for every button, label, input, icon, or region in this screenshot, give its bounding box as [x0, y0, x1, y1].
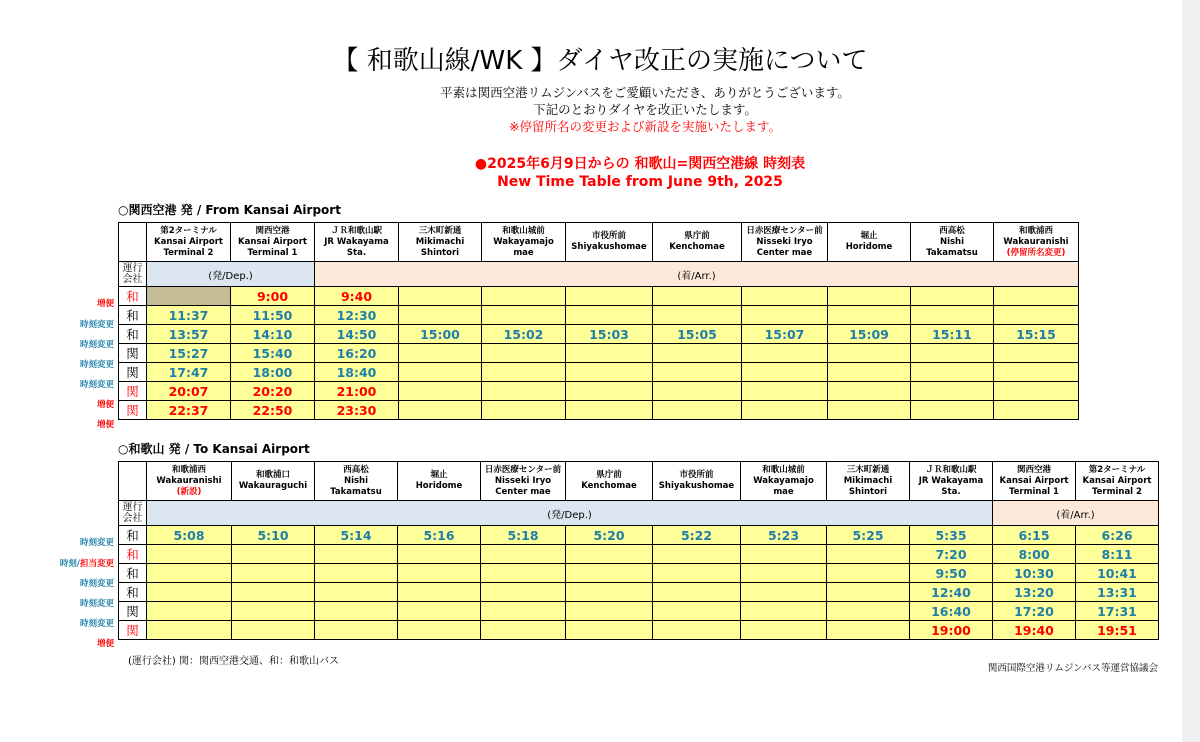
- time-cell: 5:35: [910, 526, 993, 545]
- time-cell: [147, 564, 232, 583]
- row-label: 時刻変更: [79, 360, 114, 370]
- time-cell: 14:10: [231, 325, 315, 344]
- time-cell: 5:16: [398, 526, 481, 545]
- stop-header: 日赤医療センター前 Nisseki Iryo Center mae: [481, 462, 566, 501]
- stop-header: 関西空港 Kansai Airport Terminal 1: [993, 462, 1076, 501]
- time-cell: [653, 602, 741, 621]
- time-cell: [653, 401, 742, 420]
- time-cell: [653, 287, 742, 306]
- stop-header: 県庁前 Kenchomae: [653, 223, 742, 262]
- time-cell: [232, 583, 315, 602]
- time-cell: 22:50: [231, 401, 315, 420]
- time-cell: [994, 363, 1079, 382]
- time-cell: [481, 602, 566, 621]
- stop-header: 第2ターミナル Kansai Airport Terminal 2: [1076, 462, 1159, 501]
- time-cell: 22:37: [147, 401, 231, 420]
- time-cell: 14:50: [315, 325, 399, 344]
- operator-cell: 関: [119, 401, 147, 420]
- time-cell: [566, 287, 653, 306]
- stop-header: 第2ターミナル Kansai Airport Terminal 2: [147, 223, 231, 262]
- time-cell: 15:27: [147, 344, 231, 363]
- time-cell: 18:00: [231, 363, 315, 382]
- time-cell: [481, 564, 566, 583]
- time-cell: [994, 287, 1079, 306]
- page-title: 【 和歌山線/WK 】ダイヤ改正の実施について: [332, 46, 868, 76]
- time-cell: [566, 306, 653, 325]
- time-cell: 8:11: [1076, 545, 1159, 564]
- time-cell: [399, 306, 482, 325]
- time-cell-empty: [147, 287, 231, 306]
- time-cell: 11:37: [147, 306, 231, 325]
- time-cell: 17:31: [1076, 602, 1159, 621]
- time-cell: 7:20: [910, 545, 993, 564]
- time-cell: [315, 602, 398, 621]
- time-cell: [566, 363, 653, 382]
- table-row: [119, 545, 1159, 564]
- time-cell: [398, 564, 481, 583]
- timetable-to-airport: [118, 461, 1159, 640]
- time-cell: [828, 401, 911, 420]
- time-cell: 11:50: [231, 306, 315, 325]
- time-cell: [482, 344, 566, 363]
- time-cell: 15:15: [994, 325, 1079, 344]
- time-cell: [147, 583, 232, 602]
- stop-header: 和歌浦口 Wakauraguchi: [232, 462, 315, 501]
- time-cell: [315, 545, 398, 564]
- time-cell: 19:00: [910, 621, 993, 640]
- section-title-to-airport: ○和歌山 発 / To Kansai Airport: [118, 442, 310, 456]
- arrival-label: (着/Arr.): [315, 262, 1079, 287]
- time-cell: 6:15: [993, 526, 1076, 545]
- time-cell: 5:18: [481, 526, 566, 545]
- row-label: 時刻変更: [79, 380, 114, 390]
- time-cell: 9:50: [910, 564, 993, 583]
- row-label: 時刻変更: [79, 340, 114, 350]
- time-cell: [232, 621, 315, 640]
- time-cell: 13:31: [1076, 583, 1159, 602]
- timetable-from-airport: [118, 222, 1079, 420]
- time-cell: [398, 583, 481, 602]
- time-cell: [566, 583, 653, 602]
- time-cell: 17:20: [993, 602, 1076, 621]
- stop-header: ＪＲ和歌山駅 JR Wakayama Sta.: [910, 462, 993, 501]
- table-row: [119, 602, 1159, 621]
- time-cell: [827, 621, 910, 640]
- time-cell: [482, 306, 566, 325]
- time-cell: [398, 621, 481, 640]
- time-cell: [742, 401, 828, 420]
- time-cell: 17:47: [147, 363, 231, 382]
- time-cell: [482, 363, 566, 382]
- section-title-from-airport: ○関西空港 発 / From Kansai Airport: [118, 203, 341, 217]
- time-cell: [828, 363, 911, 382]
- time-cell: [566, 545, 653, 564]
- time-cell: [653, 363, 742, 382]
- time-cell: 20:07: [147, 382, 231, 401]
- time-cell: [827, 564, 910, 583]
- row-label: 時刻変更: [79, 320, 114, 330]
- time-cell: 12:30: [315, 306, 399, 325]
- corner-cell: [119, 462, 147, 501]
- operator-legend: (運行会社) 関：関西空港交通、和：和歌山バス: [128, 656, 339, 667]
- time-cell: 9:00: [231, 287, 315, 306]
- intro-text: [0, 84, 1200, 135]
- corner-cell: [119, 223, 147, 262]
- headline-en: New Time Table from June 9th, 2025: [497, 174, 783, 190]
- time-cell: [741, 545, 827, 564]
- stop-header: 和歌浦西 Wakauranishi (停留所名変更): [994, 223, 1079, 262]
- time-cell: 19:40: [993, 621, 1076, 640]
- stop-header: 西高松 Nishi Takamatsu: [315, 462, 398, 501]
- time-cell: 16:20: [315, 344, 399, 363]
- operator-cell: 和: [119, 564, 147, 583]
- stop-header: ＪＲ和歌山駅 JR Wakayama Sta.: [315, 223, 399, 262]
- table-row: [119, 401, 1079, 420]
- arrival-label: (着/Arr.): [993, 501, 1159, 526]
- time-cell: [828, 344, 911, 363]
- operator-cell: 和: [119, 325, 147, 344]
- time-cell: [399, 363, 482, 382]
- time-cell: 15:00: [399, 325, 482, 344]
- time-cell: [566, 602, 653, 621]
- time-cell: 5:20: [566, 526, 653, 545]
- time-cell: [399, 382, 482, 401]
- time-cell: [399, 287, 482, 306]
- row-label: 時刻変更: [79, 599, 114, 609]
- time-cell: [481, 621, 566, 640]
- time-cell: [742, 363, 828, 382]
- time-cell: [147, 602, 232, 621]
- row-label: 増便: [96, 400, 114, 410]
- operator-cell: 関: [119, 602, 147, 621]
- time-cell: [827, 602, 910, 621]
- time-cell: [398, 545, 481, 564]
- time-cell: 15:03: [566, 325, 653, 344]
- time-cell: [911, 382, 994, 401]
- time-cell: [315, 583, 398, 602]
- stop-header: 県庁前 Kenchomae: [566, 462, 653, 501]
- row-label: [0, 557, 114, 569]
- row-label: 増便: [96, 420, 114, 430]
- time-cell: [566, 344, 653, 363]
- time-cell: 5:23: [741, 526, 827, 545]
- operator-cell: 関: [119, 344, 147, 363]
- intro-line-3: ※停留所名の変更および新設を実施いたします。: [509, 119, 781, 134]
- dep-arr-row: [119, 262, 1079, 287]
- headline-ja: ●2025年6月9日からの 和歌山=関西空港線 時刻表: [474, 156, 806, 172]
- time-cell: 10:41: [1076, 564, 1159, 583]
- stop-header: 堀止 Horidome: [398, 462, 481, 501]
- time-cell: [741, 621, 827, 640]
- time-cell: [653, 621, 741, 640]
- time-cell: [827, 545, 910, 564]
- time-cell: [653, 583, 741, 602]
- time-cell: 23:30: [315, 401, 399, 420]
- stop-header: 三木町新通 Mikimachi Shintori: [399, 223, 482, 262]
- time-cell: [399, 344, 482, 363]
- publisher: 関西国際空港リムジンバス等運営協議会: [987, 663, 1158, 674]
- operator-cell: 関: [119, 363, 147, 382]
- time-cell: [147, 545, 232, 564]
- time-cell: [399, 401, 482, 420]
- time-cell: [566, 382, 653, 401]
- table-row: [119, 621, 1159, 640]
- time-cell: [566, 564, 653, 583]
- time-cell: 15:07: [742, 325, 828, 344]
- table-row: [119, 344, 1079, 363]
- time-cell: [481, 583, 566, 602]
- row-label-part: 時刻/: [59, 559, 80, 569]
- time-cell: [653, 306, 742, 325]
- time-cell: [994, 344, 1079, 363]
- stop-header: 堀止 Horidome: [828, 223, 911, 262]
- time-cell: 10:30: [993, 564, 1076, 583]
- time-cell: [566, 401, 653, 420]
- stop-header-row: [119, 462, 1159, 501]
- time-cell: [742, 382, 828, 401]
- operator-header: 運行会社: [119, 501, 147, 526]
- time-cell: 5:08: [147, 526, 232, 545]
- operator-cell: 和: [119, 526, 147, 545]
- time-cell: [741, 583, 827, 602]
- row-label: 時刻変更: [79, 619, 114, 629]
- time-cell: 15:11: [911, 325, 994, 344]
- departure-label: (発/Dep.): [147, 501, 993, 526]
- time-cell: 21:00: [315, 382, 399, 401]
- operator-cell: 和: [119, 287, 147, 306]
- departure-label: (発/Dep.): [147, 262, 315, 287]
- time-cell: [828, 287, 911, 306]
- time-cell: [994, 306, 1079, 325]
- time-cell: [994, 382, 1079, 401]
- row-label: 増便: [96, 299, 114, 309]
- time-cell: [653, 564, 741, 583]
- operator-cell: 関: [119, 621, 147, 640]
- time-cell: [827, 583, 910, 602]
- time-cell: [398, 602, 481, 621]
- operator-header: 運行会社: [119, 262, 147, 287]
- time-cell: 5:22: [653, 526, 741, 545]
- timetable-headline: [0, 155, 1200, 191]
- row-label: 時刻変更: [79, 579, 114, 589]
- time-cell: [741, 602, 827, 621]
- time-cell: 20:20: [231, 382, 315, 401]
- time-cell: 6:26: [1076, 526, 1159, 545]
- table-row: [119, 526, 1159, 545]
- time-cell: 16:40: [910, 602, 993, 621]
- operator-cell: 和: [119, 545, 147, 564]
- time-cell: 18:40: [315, 363, 399, 382]
- time-cell: 12:40: [910, 583, 993, 602]
- row-label-part: 担当変更: [79, 559, 114, 569]
- time-cell: [482, 382, 566, 401]
- stop-header: 和歌山城前 Wakayamajo mae: [741, 462, 827, 501]
- time-cell: [994, 401, 1079, 420]
- time-cell: 15:05: [653, 325, 742, 344]
- time-cell: 5:25: [827, 526, 910, 545]
- table-row: [119, 363, 1079, 382]
- stop-header: 西高松 Nishi Takamatsu: [911, 223, 994, 262]
- time-cell: [481, 545, 566, 564]
- stop-header: 市役所前 Shiyakushomae: [653, 462, 741, 501]
- time-cell: [482, 287, 566, 306]
- time-cell: [911, 344, 994, 363]
- time-cell: [653, 382, 742, 401]
- time-cell: [653, 344, 742, 363]
- time-cell: [482, 401, 566, 420]
- stop-header: 市役所前 Shiyakushomae: [566, 223, 653, 262]
- time-cell: [742, 344, 828, 363]
- intro-line-2: 下記のとおりダイヤを改正いたします。: [533, 102, 757, 117]
- stop-header: 関西空港 Kansai Airport Terminal 1: [231, 223, 315, 262]
- time-cell: 5:14: [315, 526, 398, 545]
- row-label: 時刻変更: [79, 538, 114, 548]
- intro-line-1: 平素は関西空港リムジンバスをご愛顧いただき、ありがとうございます。: [440, 85, 850, 100]
- time-cell: [147, 621, 232, 640]
- time-cell: 15:09: [828, 325, 911, 344]
- time-cell: [653, 545, 741, 564]
- time-cell: [828, 382, 911, 401]
- time-cell: [911, 363, 994, 382]
- time-cell: 15:02: [482, 325, 566, 344]
- time-cell: 15:40: [231, 344, 315, 363]
- time-cell: [315, 564, 398, 583]
- time-cell: 13:20: [993, 583, 1076, 602]
- time-cell: 9:40: [315, 287, 399, 306]
- operator-cell: 和: [119, 306, 147, 325]
- time-cell: [911, 306, 994, 325]
- time-cell: [828, 306, 911, 325]
- table-row: [119, 287, 1079, 306]
- table-row: [119, 564, 1159, 583]
- time-cell: [911, 401, 994, 420]
- stop-header-row: [119, 223, 1079, 262]
- stop-header: 和歌山城前 Wakayamajo mae: [482, 223, 566, 262]
- time-cell: [911, 287, 994, 306]
- operator-cell: 関: [119, 382, 147, 401]
- table-row: [119, 325, 1079, 344]
- time-cell: 8:00: [993, 545, 1076, 564]
- table-row: [119, 306, 1079, 325]
- operator-cell: 和: [119, 583, 147, 602]
- time-cell: [232, 564, 315, 583]
- stop-header: 日赤医療センター前 Nisseki Iryo Center mae: [742, 223, 828, 262]
- time-cell: [232, 545, 315, 564]
- time-cell: [741, 564, 827, 583]
- time-cell: 13:57: [147, 325, 231, 344]
- row-label: 増便: [96, 639, 114, 649]
- time-cell: 19:51: [1076, 621, 1159, 640]
- time-cell: [742, 287, 828, 306]
- table-row: [119, 583, 1159, 602]
- time-cell: 5:10: [232, 526, 315, 545]
- stop-header: 和歌浦西 Wakauranishi (新設): [147, 462, 232, 501]
- time-cell: [566, 621, 653, 640]
- dep-arr-row: [119, 501, 1159, 526]
- time-cell: [315, 621, 398, 640]
- table-row: [119, 382, 1079, 401]
- time-cell: [232, 602, 315, 621]
- time-cell: [742, 306, 828, 325]
- stop-header: 三木町新通 Mikimachi Shintori: [827, 462, 910, 501]
